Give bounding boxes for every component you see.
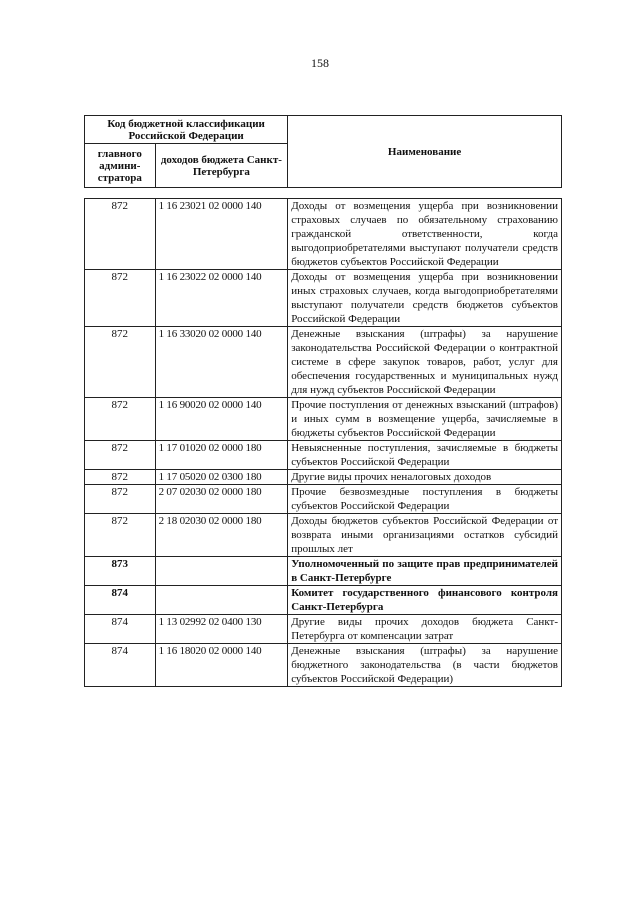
admin-code-cell: 872	[85, 514, 156, 557]
table-row	[85, 586, 562, 615]
header-col-admin: главного админи-стратора	[85, 144, 156, 188]
income-code-cell: 2 18 02030 02 0000 180	[155, 514, 288, 557]
name-cell: Прочие поступления от денежных взысканий (штрафов) и иных сумм в возмещение ущерба, зачисляемые в бюджеты субъектов Российской Федерации	[288, 398, 562, 441]
table-row	[85, 270, 562, 327]
name-cell: Доходы от возмещения ущерба при возникновении иных страховых случаев, когда выгодоприобретателями выступают получатели средств бюджетов субъектов Российской Федерации	[288, 270, 562, 327]
name-cell: Прочие безвозмездные поступления в бюджеты субъектов Российской Федерации	[288, 485, 562, 514]
table-row	[85, 199, 562, 270]
income-code-cell	[155, 586, 288, 615]
table-row	[85, 398, 562, 441]
admin-code-cell: 874	[85, 615, 156, 644]
table-row	[85, 514, 562, 557]
table-row	[85, 644, 562, 687]
name-cell: Комитет государственного финансового контроля Санкт-Петербурга	[288, 586, 562, 615]
header-col-name: Наименование	[288, 116, 562, 188]
table-row	[85, 327, 562, 398]
income-code-cell: 2 07 02030 02 0000 180	[155, 485, 288, 514]
admin-code-cell: 872	[85, 270, 156, 327]
table-row	[85, 485, 562, 514]
table-row	[85, 615, 562, 644]
income-table	[84, 198, 562, 687]
income-code-cell: 1 13 02992 02 0400 130	[155, 615, 288, 644]
admin-code-cell: 872	[85, 441, 156, 470]
name-cell: Другие виды прочих доходов бюджета Санкт-Петербурга от компенсации затрат	[288, 615, 562, 644]
table-row	[85, 441, 562, 470]
name-cell: Другие виды прочих неналоговых доходов	[288, 470, 562, 485]
admin-code-cell: 872	[85, 327, 156, 398]
table-row	[85, 557, 562, 586]
admin-code-cell: 874	[85, 586, 156, 615]
income-code-cell	[155, 557, 288, 586]
table-row	[85, 470, 562, 485]
page-number: 158	[311, 56, 329, 70]
name-cell: Денежные взыскания (штрафы) за нарушение законодательства Российской Федерации о контрактной системе в сфере закупок товаров, работ, услуг для обеспечения государственных и муниципальных нужд для нужд субъектов Российской Федерации	[288, 327, 562, 398]
name-cell: Уполномоченный по защите прав предпринимателей в Санкт-Петербурге	[288, 557, 562, 586]
admin-code-cell: 872	[85, 485, 156, 514]
admin-code-cell: 874	[85, 644, 156, 687]
name-cell: Доходы бюджетов субъектов Российской Федерации от возврата иными организациями остатков субсидий прошлых лет	[288, 514, 562, 557]
header-col-income: доходов бюджета Санкт-Петербурга	[155, 144, 288, 188]
header-table	[84, 115, 562, 188]
income-code-cell: 1 17 05020 02 0300 180	[155, 470, 288, 485]
admin-code-cell: 873	[85, 557, 156, 586]
income-code-cell: 1 16 33020 02 0000 140	[155, 327, 288, 398]
admin-code-cell: 872	[85, 470, 156, 485]
income-code-cell: 1 16 18020 02 0000 140	[155, 644, 288, 687]
name-cell: Денежные взыскания (штрафы) за нарушение бюджетного законодательства (в части бюджетов субъектов Российской Федерации)	[288, 644, 562, 687]
header-group-title: Код бюджетной классификации Российской Федерации	[85, 116, 288, 144]
income-code-cell: 1 17 01020 02 0000 180	[155, 441, 288, 470]
income-code-cell: 1 16 23021 02 0000 140	[155, 199, 288, 270]
admin-code-cell: 872	[85, 398, 156, 441]
name-cell: Невыясненные поступления, зачисляемые в бюджеты субъектов Российской Федерации	[288, 441, 562, 470]
admin-code-cell: 872	[85, 199, 156, 270]
income-code-cell: 1 16 90020 02 0000 140	[155, 398, 288, 441]
name-cell: Доходы от возмещения ущерба при возникновении страховых случаев по обязательному страхованию гражданской ответственности, когда выгодоприобретателями выступают получатели средств бюджетов субъектов Российской Федерации	[288, 199, 562, 270]
income-code-cell: 1 16 23022 02 0000 140	[155, 270, 288, 327]
